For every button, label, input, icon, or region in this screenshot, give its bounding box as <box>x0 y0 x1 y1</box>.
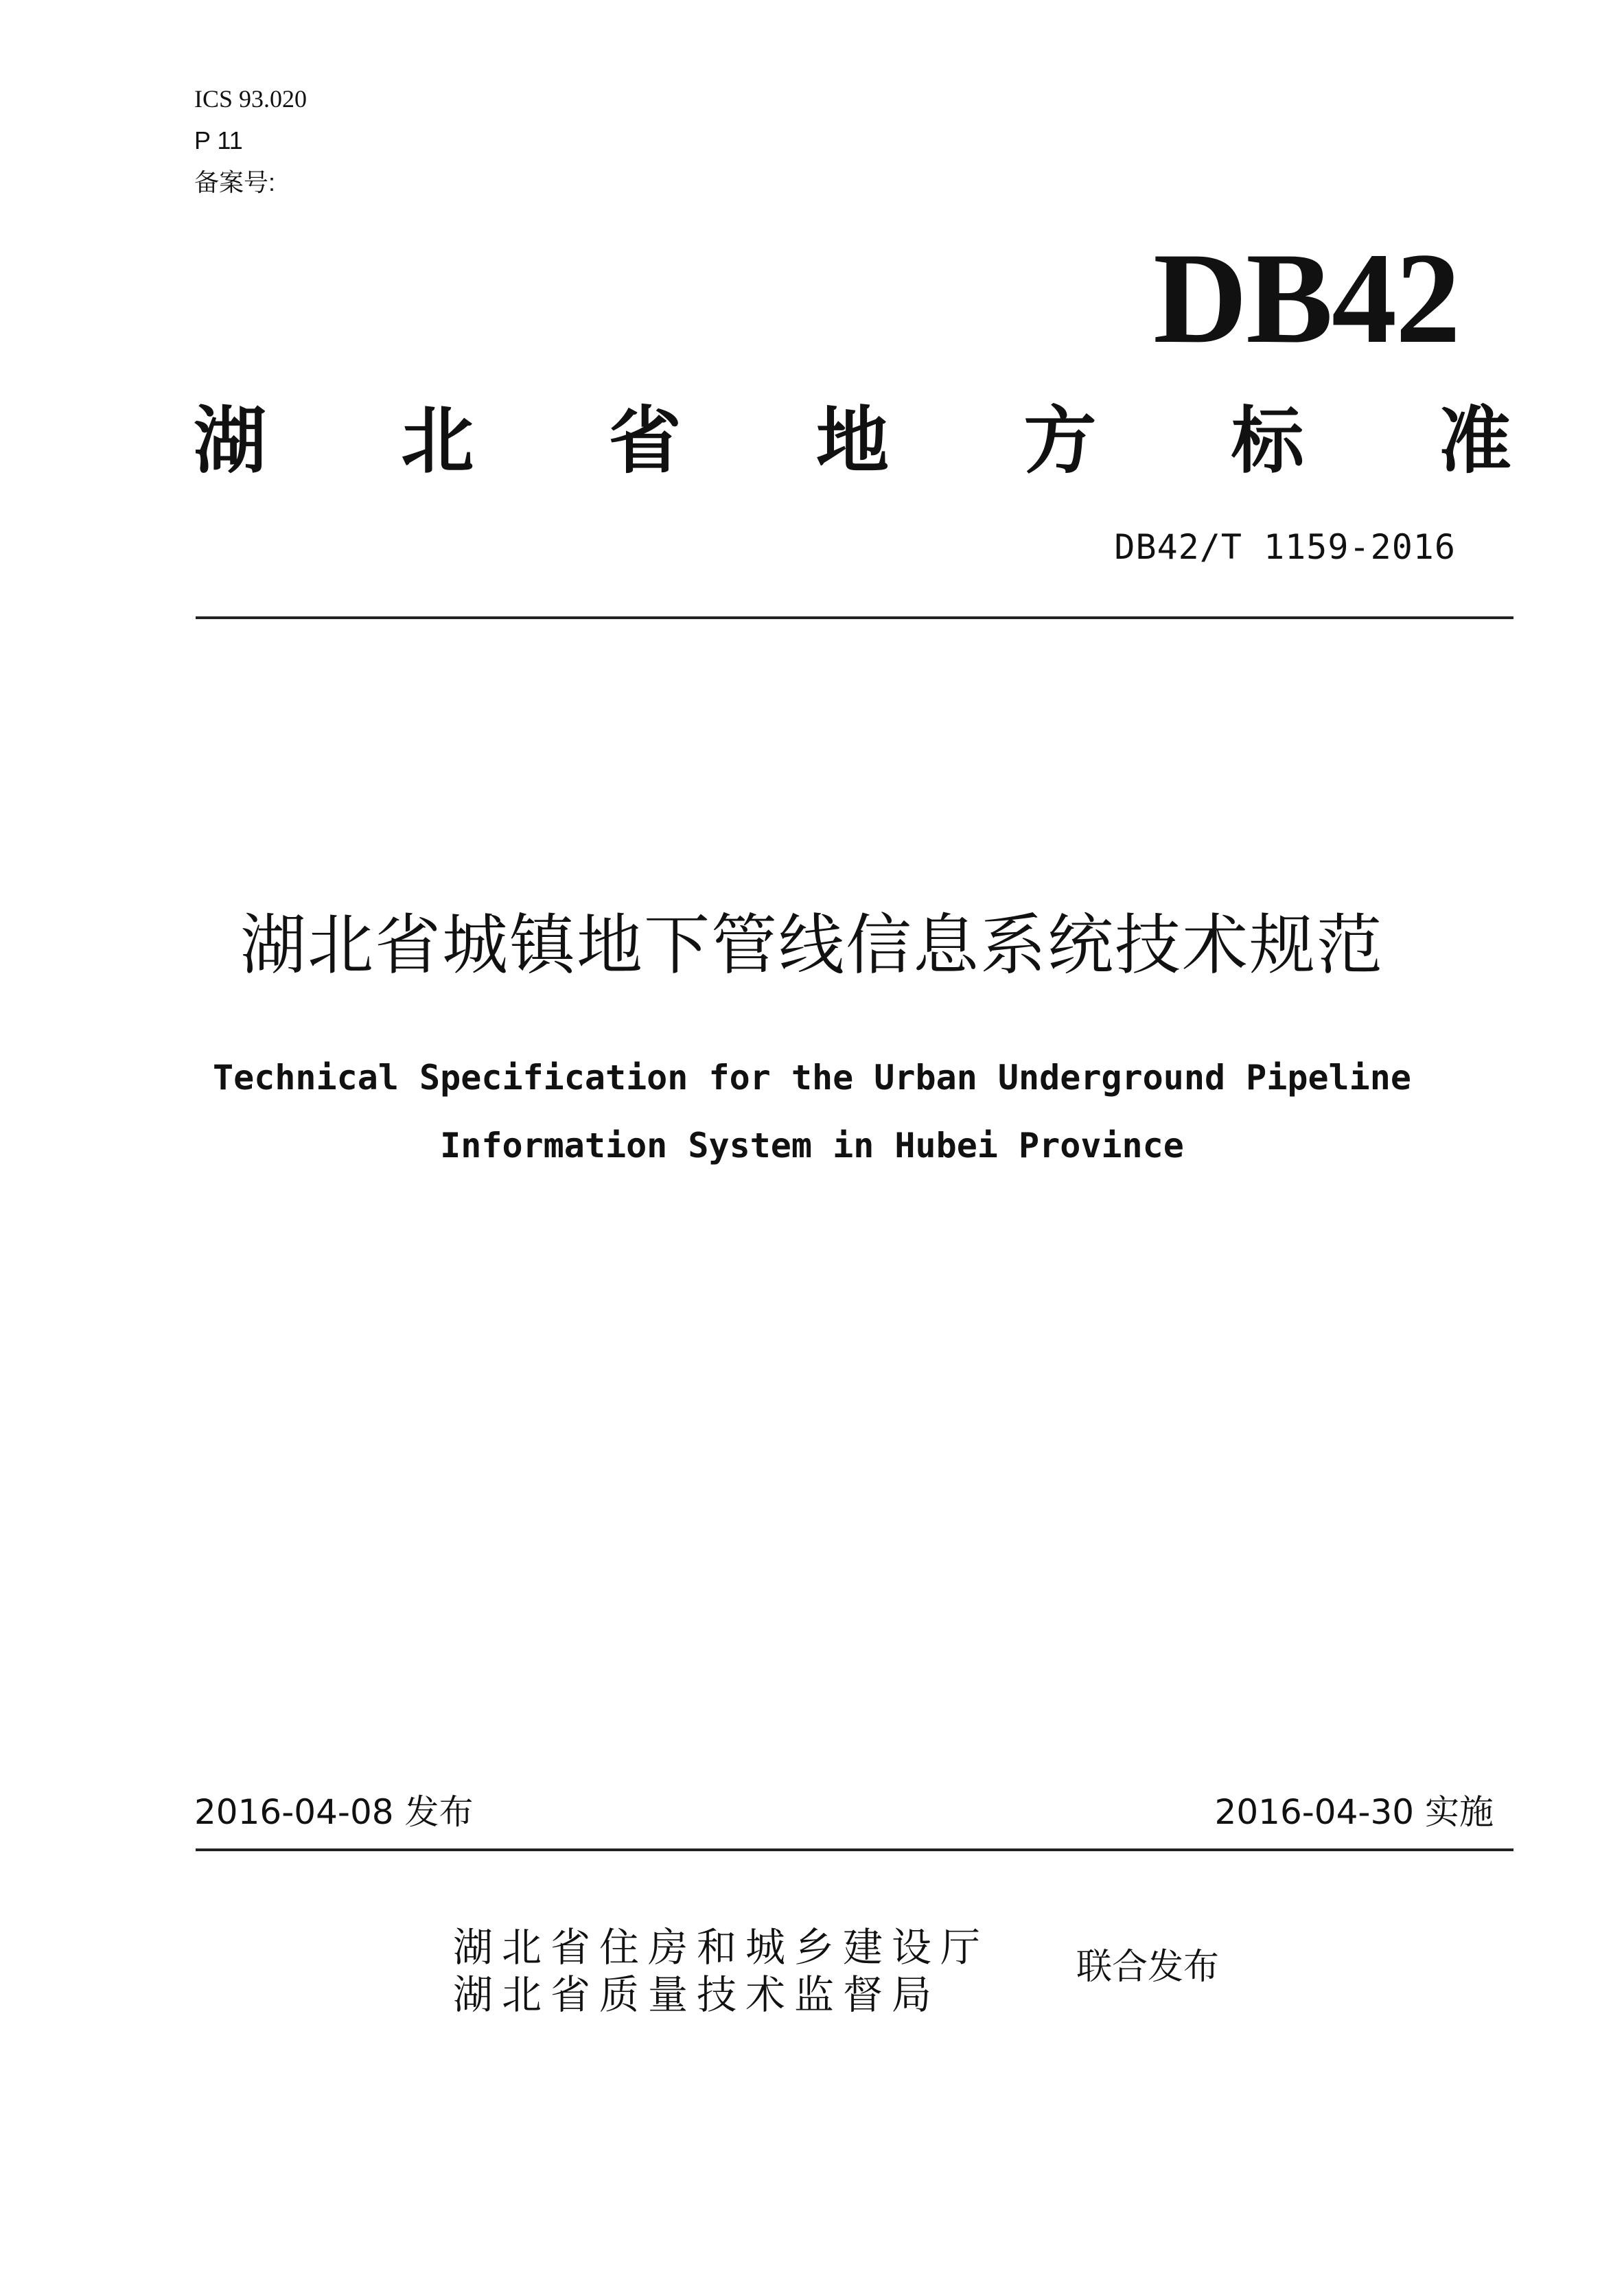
standard-number: DB42/T 1159-2016 <box>1114 527 1456 567</box>
title-english-line1: Technical Specification for the Urban Underground Pipeline <box>213 1058 1411 1098</box>
standard-heading-char: 地 <box>815 399 889 483</box>
standard-heading-char: 标 <box>1231 399 1304 483</box>
issuer-line1: 湖北省住房和城乡建设厅 <box>453 1924 990 1971</box>
classification-code: P 11 <box>194 126 243 154</box>
top-divider <box>196 616 1513 619</box>
implementation-date: 2016-04-30 实施 <box>1214 1792 1494 1832</box>
standard-heading <box>194 399 1511 483</box>
issue-date: 2016-04-08 发布 <box>194 1792 474 1832</box>
ics-code: ICS 93.020 <box>194 85 308 113</box>
bottom-divider <box>196 1848 1513 1851</box>
standard-heading-char: 方 <box>1023 399 1097 483</box>
issuer-line2: 湖北省质量技术监督局 <box>453 1971 941 2018</box>
standard-heading-char: 湖 <box>194 399 266 483</box>
title-chinese: 湖北省城镇地下管线信息系统技术规范 <box>240 907 1384 984</box>
title-english-line2: Information System in Hubei Province <box>440 1126 1184 1166</box>
joint-issue-label: 联合发布 <box>1076 1947 1220 1988</box>
standard-heading-char: 准 <box>1438 399 1511 483</box>
db-mark: DB42 <box>1153 227 1459 371</box>
standard-heading-char: 北 <box>401 399 474 483</box>
filing-number-label: 备案号: <box>194 168 276 196</box>
standard-heading-char: 省 <box>608 399 682 483</box>
